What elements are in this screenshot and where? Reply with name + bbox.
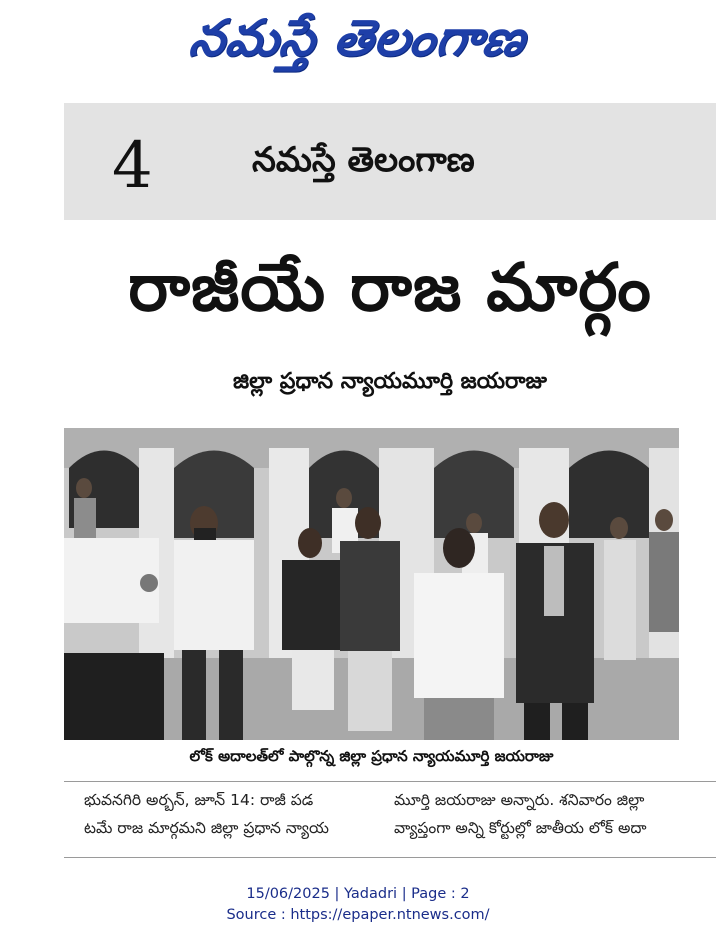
masthead [0,2,716,82]
body-text-line: భువనగిరి అర్బన్, జూన్ 14: రాజీ పడ [84,791,314,809]
article-subheadline: జిల్లా ప్రధాన న్యాయమూర్తి జయరాజు [233,369,547,394]
photo-illustration [64,428,679,740]
body-column-right [394,786,694,842]
column-divider-top [64,781,716,782]
article-photo [64,428,679,740]
body-text-line: వ్యాప్తంగా అన్ని కోర్టుల్లో జాతీయ లోక్ అదా [394,819,647,837]
footer-source-link[interactable]: Source : https://epaper.ntnews.com/ [226,907,490,923]
article-headline: రాజీయే రాజ మార్గం [128,249,652,326]
footer-date-edition: 15/06/2025 | Yadadri | Page : 2 [246,886,470,902]
photo-caption: లోక్ అదాలత్‌లో పాల్గొన్న జిల్లా ప్రధాన న్యాయమూర్తి జయరాజు [189,747,554,765]
body-text-line: మూర్తి జయరాజు అన్నారు. శనివారం జిల్లా [394,791,645,809]
page-header-title: నమస్తే తెలంగాణ [252,140,475,180]
body-text-line: టమే రాజ మార్గమని జిల్లా ప్రధాన న్యాయ [84,819,329,837]
page-number: 4 [112,129,153,203]
footer [0,884,716,926]
body-column-left [84,786,384,842]
column-divider-bottom [64,857,716,858]
masthead-logo-title: నమస్తే తెలంగాణ [186,9,530,67]
